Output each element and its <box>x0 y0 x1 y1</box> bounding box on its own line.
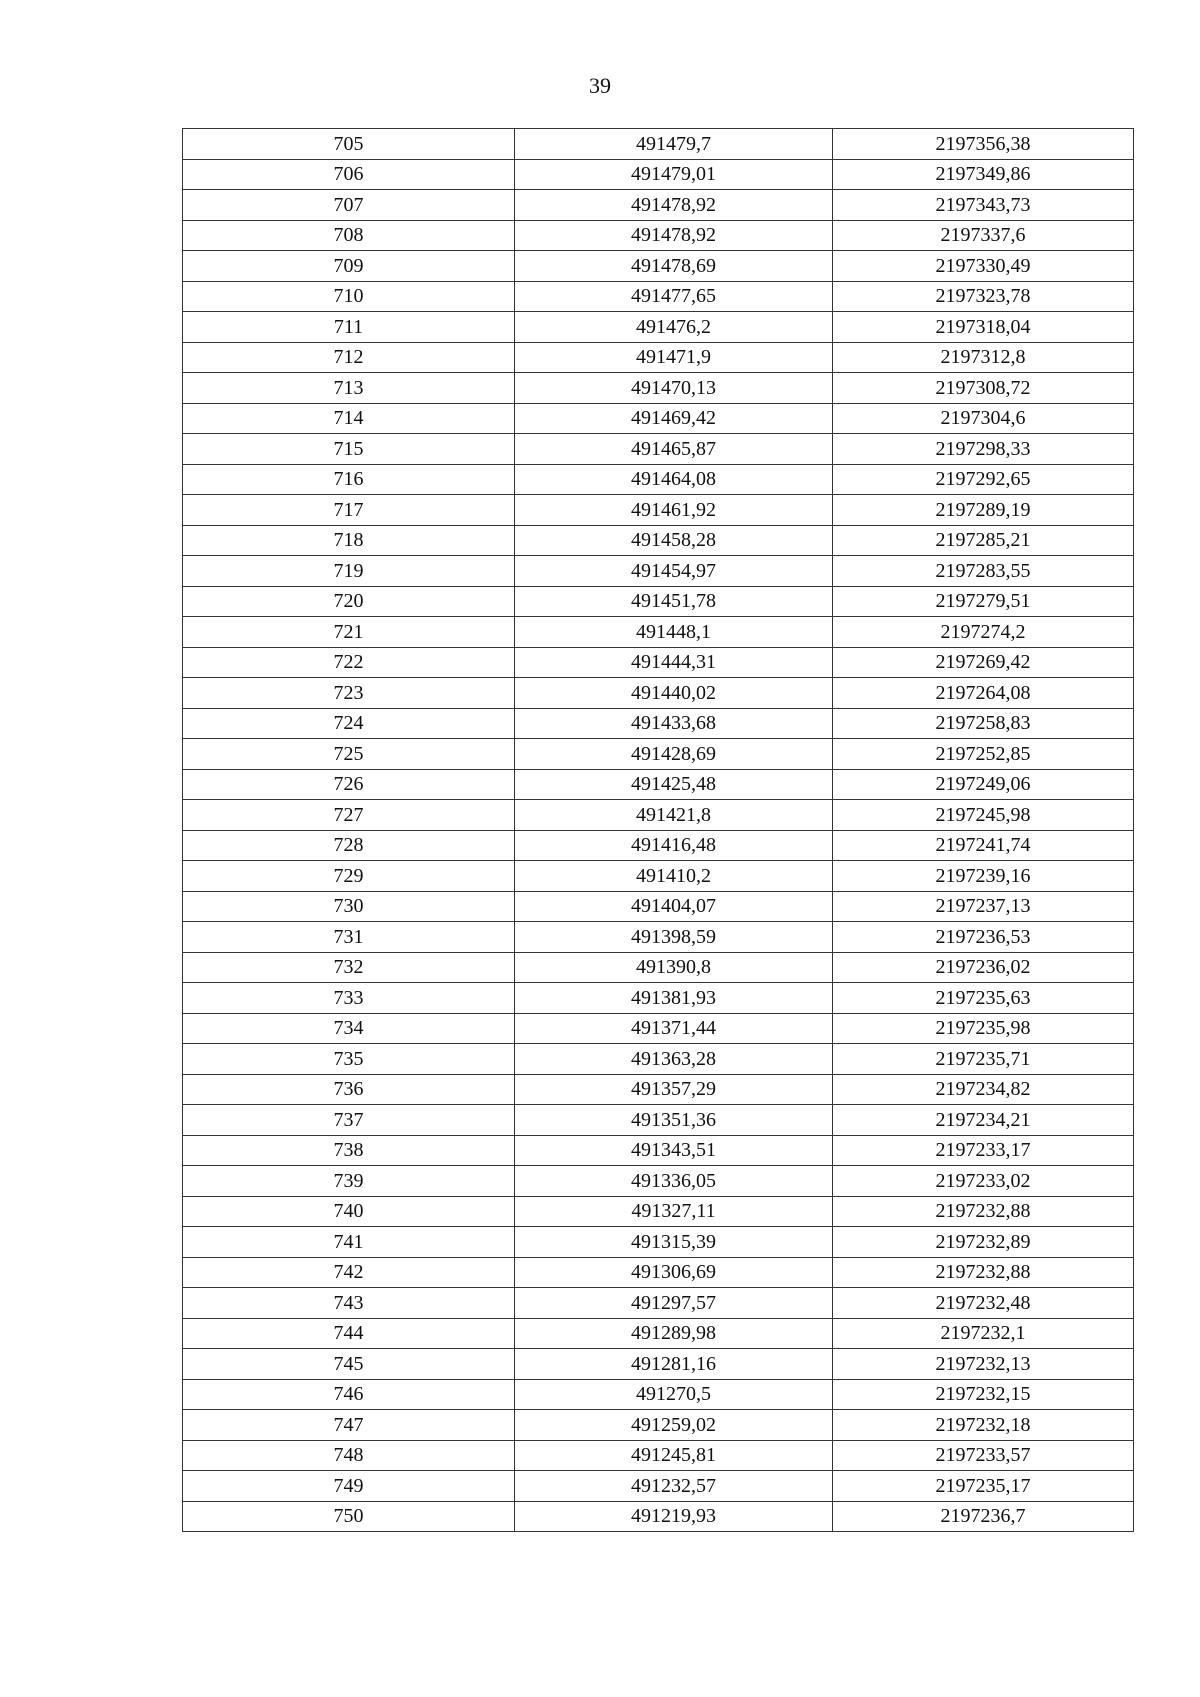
table-row <box>183 1257 1134 1288</box>
x-coordinate-cell: 491232,57 <box>515 1471 833 1502</box>
x-coordinate-cell: 491464,08 <box>515 464 833 495</box>
y-coordinate-cell: 2197245,98 <box>833 800 1134 831</box>
table-row <box>183 617 1134 648</box>
x-coordinate-cell: 491469,42 <box>515 403 833 434</box>
table-row <box>183 464 1134 495</box>
point-number-cell: 748 <box>183 1440 515 1471</box>
point-number-cell: 705 <box>183 129 515 160</box>
point-number-cell: 736 <box>183 1074 515 1105</box>
x-coordinate-cell: 491425,48 <box>515 769 833 800</box>
point-number-cell: 731 <box>183 922 515 953</box>
table-row <box>183 190 1134 221</box>
point-number-cell: 708 <box>183 220 515 251</box>
y-coordinate-cell: 2197232,88 <box>833 1196 1134 1227</box>
y-coordinate-cell: 2197232,88 <box>833 1257 1134 1288</box>
x-coordinate-cell: 491478,92 <box>515 220 833 251</box>
x-coordinate-cell: 491470,13 <box>515 373 833 404</box>
table-row <box>183 922 1134 953</box>
y-coordinate-cell: 2197249,06 <box>833 769 1134 800</box>
point-number-cell: 732 <box>183 952 515 983</box>
point-number-cell: 726 <box>183 769 515 800</box>
table-row <box>183 739 1134 770</box>
x-coordinate-cell: 491315,39 <box>515 1227 833 1258</box>
point-number-cell: 735 <box>183 1044 515 1075</box>
point-number-cell: 737 <box>183 1105 515 1136</box>
table-row <box>183 1074 1134 1105</box>
x-coordinate-cell: 491476,2 <box>515 312 833 343</box>
x-coordinate-cell: 491465,87 <box>515 434 833 465</box>
x-coordinate-cell: 491433,68 <box>515 708 833 739</box>
table-row <box>183 1166 1134 1197</box>
table-row <box>183 830 1134 861</box>
table-row <box>183 861 1134 892</box>
x-coordinate-cell: 491404,07 <box>515 891 833 922</box>
y-coordinate-cell: 2197289,19 <box>833 495 1134 526</box>
x-coordinate-cell: 491461,92 <box>515 495 833 526</box>
table-row <box>183 769 1134 800</box>
table-row <box>183 220 1134 251</box>
point-number-cell: 721 <box>183 617 515 648</box>
y-coordinate-cell: 2197349,86 <box>833 159 1134 190</box>
table-row <box>183 647 1134 678</box>
table-row <box>183 1227 1134 1258</box>
y-coordinate-cell: 2197274,2 <box>833 617 1134 648</box>
table-row <box>183 312 1134 343</box>
y-coordinate-cell: 2197236,02 <box>833 952 1134 983</box>
point-number-cell: 715 <box>183 434 515 465</box>
x-coordinate-cell: 491479,7 <box>515 129 833 160</box>
table-row <box>183 1318 1134 1349</box>
x-coordinate-cell: 491289,98 <box>515 1318 833 1349</box>
point-number-cell: 722 <box>183 647 515 678</box>
table-row <box>183 983 1134 1014</box>
x-coordinate-cell: 491351,36 <box>515 1105 833 1136</box>
table-row <box>183 525 1134 556</box>
point-number-cell: 707 <box>183 190 515 221</box>
point-number-cell: 727 <box>183 800 515 831</box>
table-row <box>183 403 1134 434</box>
point-number-cell: 713 <box>183 373 515 404</box>
x-coordinate-cell: 491410,2 <box>515 861 833 892</box>
x-coordinate-cell: 491416,48 <box>515 830 833 861</box>
x-coordinate-cell: 491478,69 <box>515 251 833 282</box>
y-coordinate-cell: 2197258,83 <box>833 708 1134 739</box>
point-number-cell: 743 <box>183 1288 515 1319</box>
table-row <box>183 159 1134 190</box>
table-row <box>183 251 1134 282</box>
y-coordinate-cell: 2197235,17 <box>833 1471 1134 1502</box>
x-coordinate-cell: 491381,93 <box>515 983 833 1014</box>
y-coordinate-cell: 2197252,85 <box>833 739 1134 770</box>
table-row <box>183 708 1134 739</box>
point-number-cell: 733 <box>183 983 515 1014</box>
x-coordinate-cell: 491306,69 <box>515 1257 833 1288</box>
y-coordinate-cell: 2197285,21 <box>833 525 1134 556</box>
y-coordinate-cell: 2197236,7 <box>833 1501 1134 1532</box>
table-row <box>183 1135 1134 1166</box>
point-number-cell: 734 <box>183 1013 515 1044</box>
y-coordinate-cell: 2197239,16 <box>833 861 1134 892</box>
x-coordinate-cell: 491398,59 <box>515 922 833 953</box>
x-coordinate-cell: 491448,1 <box>515 617 833 648</box>
point-number-cell: 741 <box>183 1227 515 1258</box>
x-coordinate-cell: 491297,57 <box>515 1288 833 1319</box>
y-coordinate-cell: 2197337,6 <box>833 220 1134 251</box>
x-coordinate-cell: 491421,8 <box>515 800 833 831</box>
y-coordinate-cell: 2197232,13 <box>833 1349 1134 1380</box>
table-row <box>183 281 1134 312</box>
table-row <box>183 1379 1134 1410</box>
y-coordinate-cell: 2197264,08 <box>833 678 1134 709</box>
point-number-cell: 720 <box>183 586 515 617</box>
table-row <box>183 952 1134 983</box>
y-coordinate-cell: 2197232,18 <box>833 1410 1134 1441</box>
x-coordinate-cell: 491343,51 <box>515 1135 833 1166</box>
y-coordinate-cell: 2197269,42 <box>833 647 1134 678</box>
point-number-cell: 711 <box>183 312 515 343</box>
y-coordinate-cell: 2197318,04 <box>833 312 1134 343</box>
x-coordinate-cell: 491245,81 <box>515 1440 833 1471</box>
point-number-cell: 739 <box>183 1166 515 1197</box>
y-coordinate-cell: 2197232,89 <box>833 1227 1134 1258</box>
table-row <box>183 1440 1134 1471</box>
table-row <box>183 495 1134 526</box>
point-number-cell: 740 <box>183 1196 515 1227</box>
point-number-cell: 742 <box>183 1257 515 1288</box>
point-number-cell: 716 <box>183 464 515 495</box>
x-coordinate-cell: 491259,02 <box>515 1410 833 1441</box>
point-number-cell: 724 <box>183 708 515 739</box>
table-row <box>183 373 1134 404</box>
point-number-cell: 718 <box>183 525 515 556</box>
y-coordinate-cell: 2197241,74 <box>833 830 1134 861</box>
y-coordinate-cell: 2197330,49 <box>833 251 1134 282</box>
point-number-cell: 729 <box>183 861 515 892</box>
y-coordinate-cell: 2197232,15 <box>833 1379 1134 1410</box>
y-coordinate-cell: 2197233,17 <box>833 1135 1134 1166</box>
y-coordinate-cell: 2197236,53 <box>833 922 1134 953</box>
y-coordinate-cell: 2197323,78 <box>833 281 1134 312</box>
table-row <box>183 800 1134 831</box>
table-row <box>183 556 1134 587</box>
table-row <box>183 342 1134 373</box>
table-row <box>183 1044 1134 1075</box>
x-coordinate-cell: 491219,93 <box>515 1501 833 1532</box>
point-number-cell: 719 <box>183 556 515 587</box>
y-coordinate-cell: 2197298,33 <box>833 434 1134 465</box>
point-number-cell: 723 <box>183 678 515 709</box>
x-coordinate-cell: 491477,65 <box>515 281 833 312</box>
x-coordinate-cell: 491440,02 <box>515 678 833 709</box>
point-number-cell: 712 <box>183 342 515 373</box>
x-coordinate-cell: 491327,11 <box>515 1196 833 1227</box>
y-coordinate-cell: 2197234,21 <box>833 1105 1134 1136</box>
y-coordinate-cell: 2197237,13 <box>833 891 1134 922</box>
x-coordinate-cell: 491454,97 <box>515 556 833 587</box>
y-coordinate-cell: 2197235,98 <box>833 1013 1134 1044</box>
table-row <box>183 1105 1134 1136</box>
y-coordinate-cell: 2197233,02 <box>833 1166 1134 1197</box>
y-coordinate-cell: 2197356,38 <box>833 129 1134 160</box>
x-coordinate-cell: 491478,92 <box>515 190 833 221</box>
page-number: 39 <box>589 73 611 98</box>
y-coordinate-cell: 2197283,55 <box>833 556 1134 587</box>
point-number-cell: 706 <box>183 159 515 190</box>
x-coordinate-cell: 491444,31 <box>515 647 833 678</box>
y-coordinate-cell: 2197235,71 <box>833 1044 1134 1075</box>
y-coordinate-cell: 2197343,73 <box>833 190 1134 221</box>
table-row <box>183 129 1134 160</box>
table-row <box>183 1288 1134 1319</box>
y-coordinate-cell: 2197233,57 <box>833 1440 1134 1471</box>
y-coordinate-cell: 2197312,8 <box>833 342 1134 373</box>
x-coordinate-cell: 491390,8 <box>515 952 833 983</box>
table-row <box>183 1013 1134 1044</box>
table-row <box>183 1501 1134 1532</box>
table-row <box>183 1471 1134 1502</box>
y-coordinate-cell: 2197234,82 <box>833 1074 1134 1105</box>
table-row <box>183 434 1134 465</box>
x-coordinate-cell: 491357,29 <box>515 1074 833 1105</box>
table-row <box>183 586 1134 617</box>
point-number-cell: 750 <box>183 1501 515 1532</box>
x-coordinate-cell: 491479,01 <box>515 159 833 190</box>
point-number-cell: 728 <box>183 830 515 861</box>
point-number-cell: 749 <box>183 1471 515 1502</box>
y-coordinate-cell: 2197232,48 <box>833 1288 1134 1319</box>
point-number-cell: 717 <box>183 495 515 526</box>
x-coordinate-cell: 491336,05 <box>515 1166 833 1197</box>
coordinates-table <box>182 128 1134 1532</box>
point-number-cell: 709 <box>183 251 515 282</box>
table-row <box>183 891 1134 922</box>
point-number-cell: 746 <box>183 1379 515 1410</box>
point-number-cell: 747 <box>183 1410 515 1441</box>
x-coordinate-cell: 491471,9 <box>515 342 833 373</box>
y-coordinate-cell: 2197292,65 <box>833 464 1134 495</box>
point-number-cell: 744 <box>183 1318 515 1349</box>
table-row <box>183 1410 1134 1441</box>
x-coordinate-cell: 491270,5 <box>515 1379 833 1410</box>
point-number-cell: 738 <box>183 1135 515 1166</box>
table-row <box>183 1196 1134 1227</box>
point-number-cell: 714 <box>183 403 515 434</box>
x-coordinate-cell: 491428,69 <box>515 739 833 770</box>
point-number-cell: 745 <box>183 1349 515 1380</box>
table-row <box>183 678 1134 709</box>
y-coordinate-cell: 2197308,72 <box>833 373 1134 404</box>
y-coordinate-cell: 2197304,6 <box>833 403 1134 434</box>
y-coordinate-cell: 2197279,51 <box>833 586 1134 617</box>
x-coordinate-cell: 491281,16 <box>515 1349 833 1380</box>
x-coordinate-cell: 491458,28 <box>515 525 833 556</box>
table-row <box>183 1349 1134 1380</box>
y-coordinate-cell: 2197232,1 <box>833 1318 1134 1349</box>
point-number-cell: 730 <box>183 891 515 922</box>
coordinates-table-body <box>183 129 1134 1532</box>
y-coordinate-cell: 2197235,63 <box>833 983 1134 1014</box>
x-coordinate-cell: 491451,78 <box>515 586 833 617</box>
point-number-cell: 710 <box>183 281 515 312</box>
point-number-cell: 725 <box>183 739 515 770</box>
x-coordinate-cell: 491371,44 <box>515 1013 833 1044</box>
x-coordinate-cell: 491363,28 <box>515 1044 833 1075</box>
